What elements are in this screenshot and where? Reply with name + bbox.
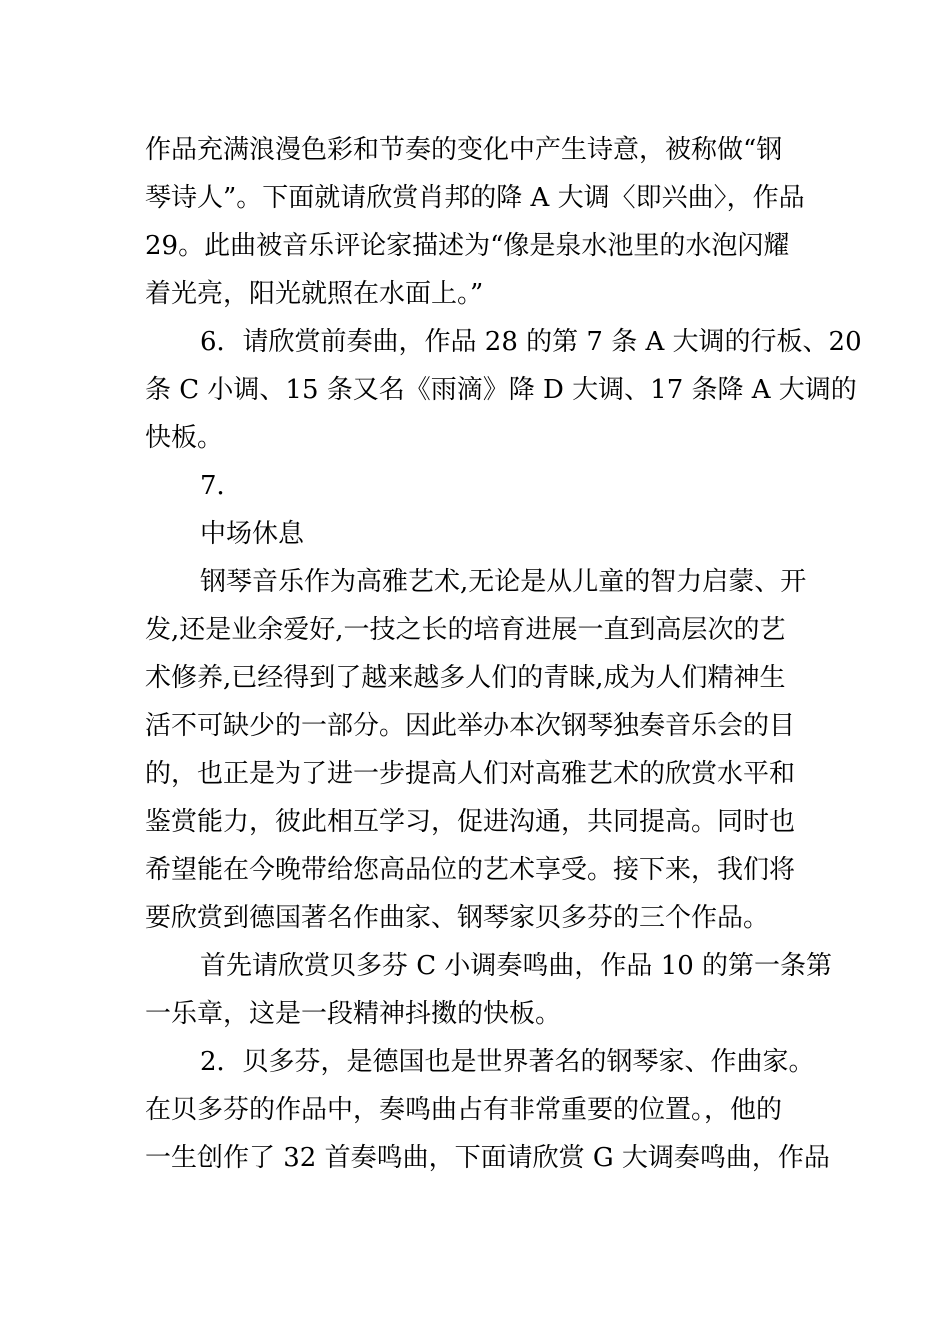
text-line: 29。此曲被音乐评论家描述为“像是泉水池里的水泡闪耀 (145, 231, 790, 261)
text-line: 一生创作了 32 首奏鸣曲，下面请欣赏 G 大调奏鸣曲，作品 (145, 1143, 830, 1173)
text-line: 2．贝多芬，是德国也是世界著名的钢琴家、作曲家。 (200, 1047, 815, 1077)
paragraph-item-2-beethoven (145, 1038, 830, 1182)
text-line: 着光亮，阳光就照在水面上。” (145, 279, 484, 309)
text-line: 钢琴音乐作为高雅艺术,无论是从儿童的智力启蒙、开 (200, 567, 807, 597)
text-line: 要欣赏到德国著名作曲家、钢琴家贝多芬的三个作品。 (145, 903, 770, 933)
text-line: 鉴赏能力，彼此相互学习，促进沟通，共同提高。同时也 (145, 807, 796, 837)
text-line: 首先请欣赏贝多芬 C 小调奏鸣曲，作品 10 的第一条第 (200, 951, 833, 981)
text-line: 发,还是业余爱好,一技之长的培育进展一直到高层次的艺 (145, 615, 786, 645)
text-line: 一乐章，这是一段精神抖擞的快板。 (145, 999, 562, 1029)
document-body (145, 126, 862, 1182)
paragraph-item-7 (145, 462, 815, 510)
text-line: 活不可缺少的一部分。因此举办本次钢琴独奏音乐会的目 (145, 711, 796, 741)
paragraph-piano-music-purpose (145, 558, 815, 942)
text-line: 术修养,已经得到了越来越多人们的青睐,成为人们精神生 (145, 663, 786, 693)
text-line: 快板。 (145, 423, 224, 453)
text-line: 7． (200, 471, 243, 501)
text-line: 的，也正是为了进一步提高人们对高雅艺术的欣赏水平和 (145, 759, 796, 789)
paragraph-intermission (145, 510, 815, 558)
text-line: 在贝多芬的作品中，奏鸣曲占有非常重要的位置。，他的 (145, 1095, 783, 1125)
paragraph-item-6-preludes (145, 318, 862, 462)
paragraph-beethoven-c-minor (145, 942, 833, 1038)
text-line: 6．请欣赏前奏曲，作品 28 的第 7 条 A 大调的行板、20 (200, 327, 862, 357)
text-line: 条 C 小调、15 条又名《雨滴》降 D 大调、17 条降 A 大调的 (145, 375, 857, 405)
section-heading: 中场休息 (200, 519, 305, 549)
text-line: 琴诗人”。下面就请欣赏肖邦的降 A 大调〈即兴曲〉，作品 (145, 183, 805, 213)
text-line: 希望能在今晚带给您高品位的艺术享受。接下来，我们将 (145, 855, 796, 885)
text-line: 作品充满浪漫色彩和节奏的变化中产生诗意，被称做“钢 (145, 135, 783, 165)
paragraph-chopin-impromptu (145, 126, 815, 318)
